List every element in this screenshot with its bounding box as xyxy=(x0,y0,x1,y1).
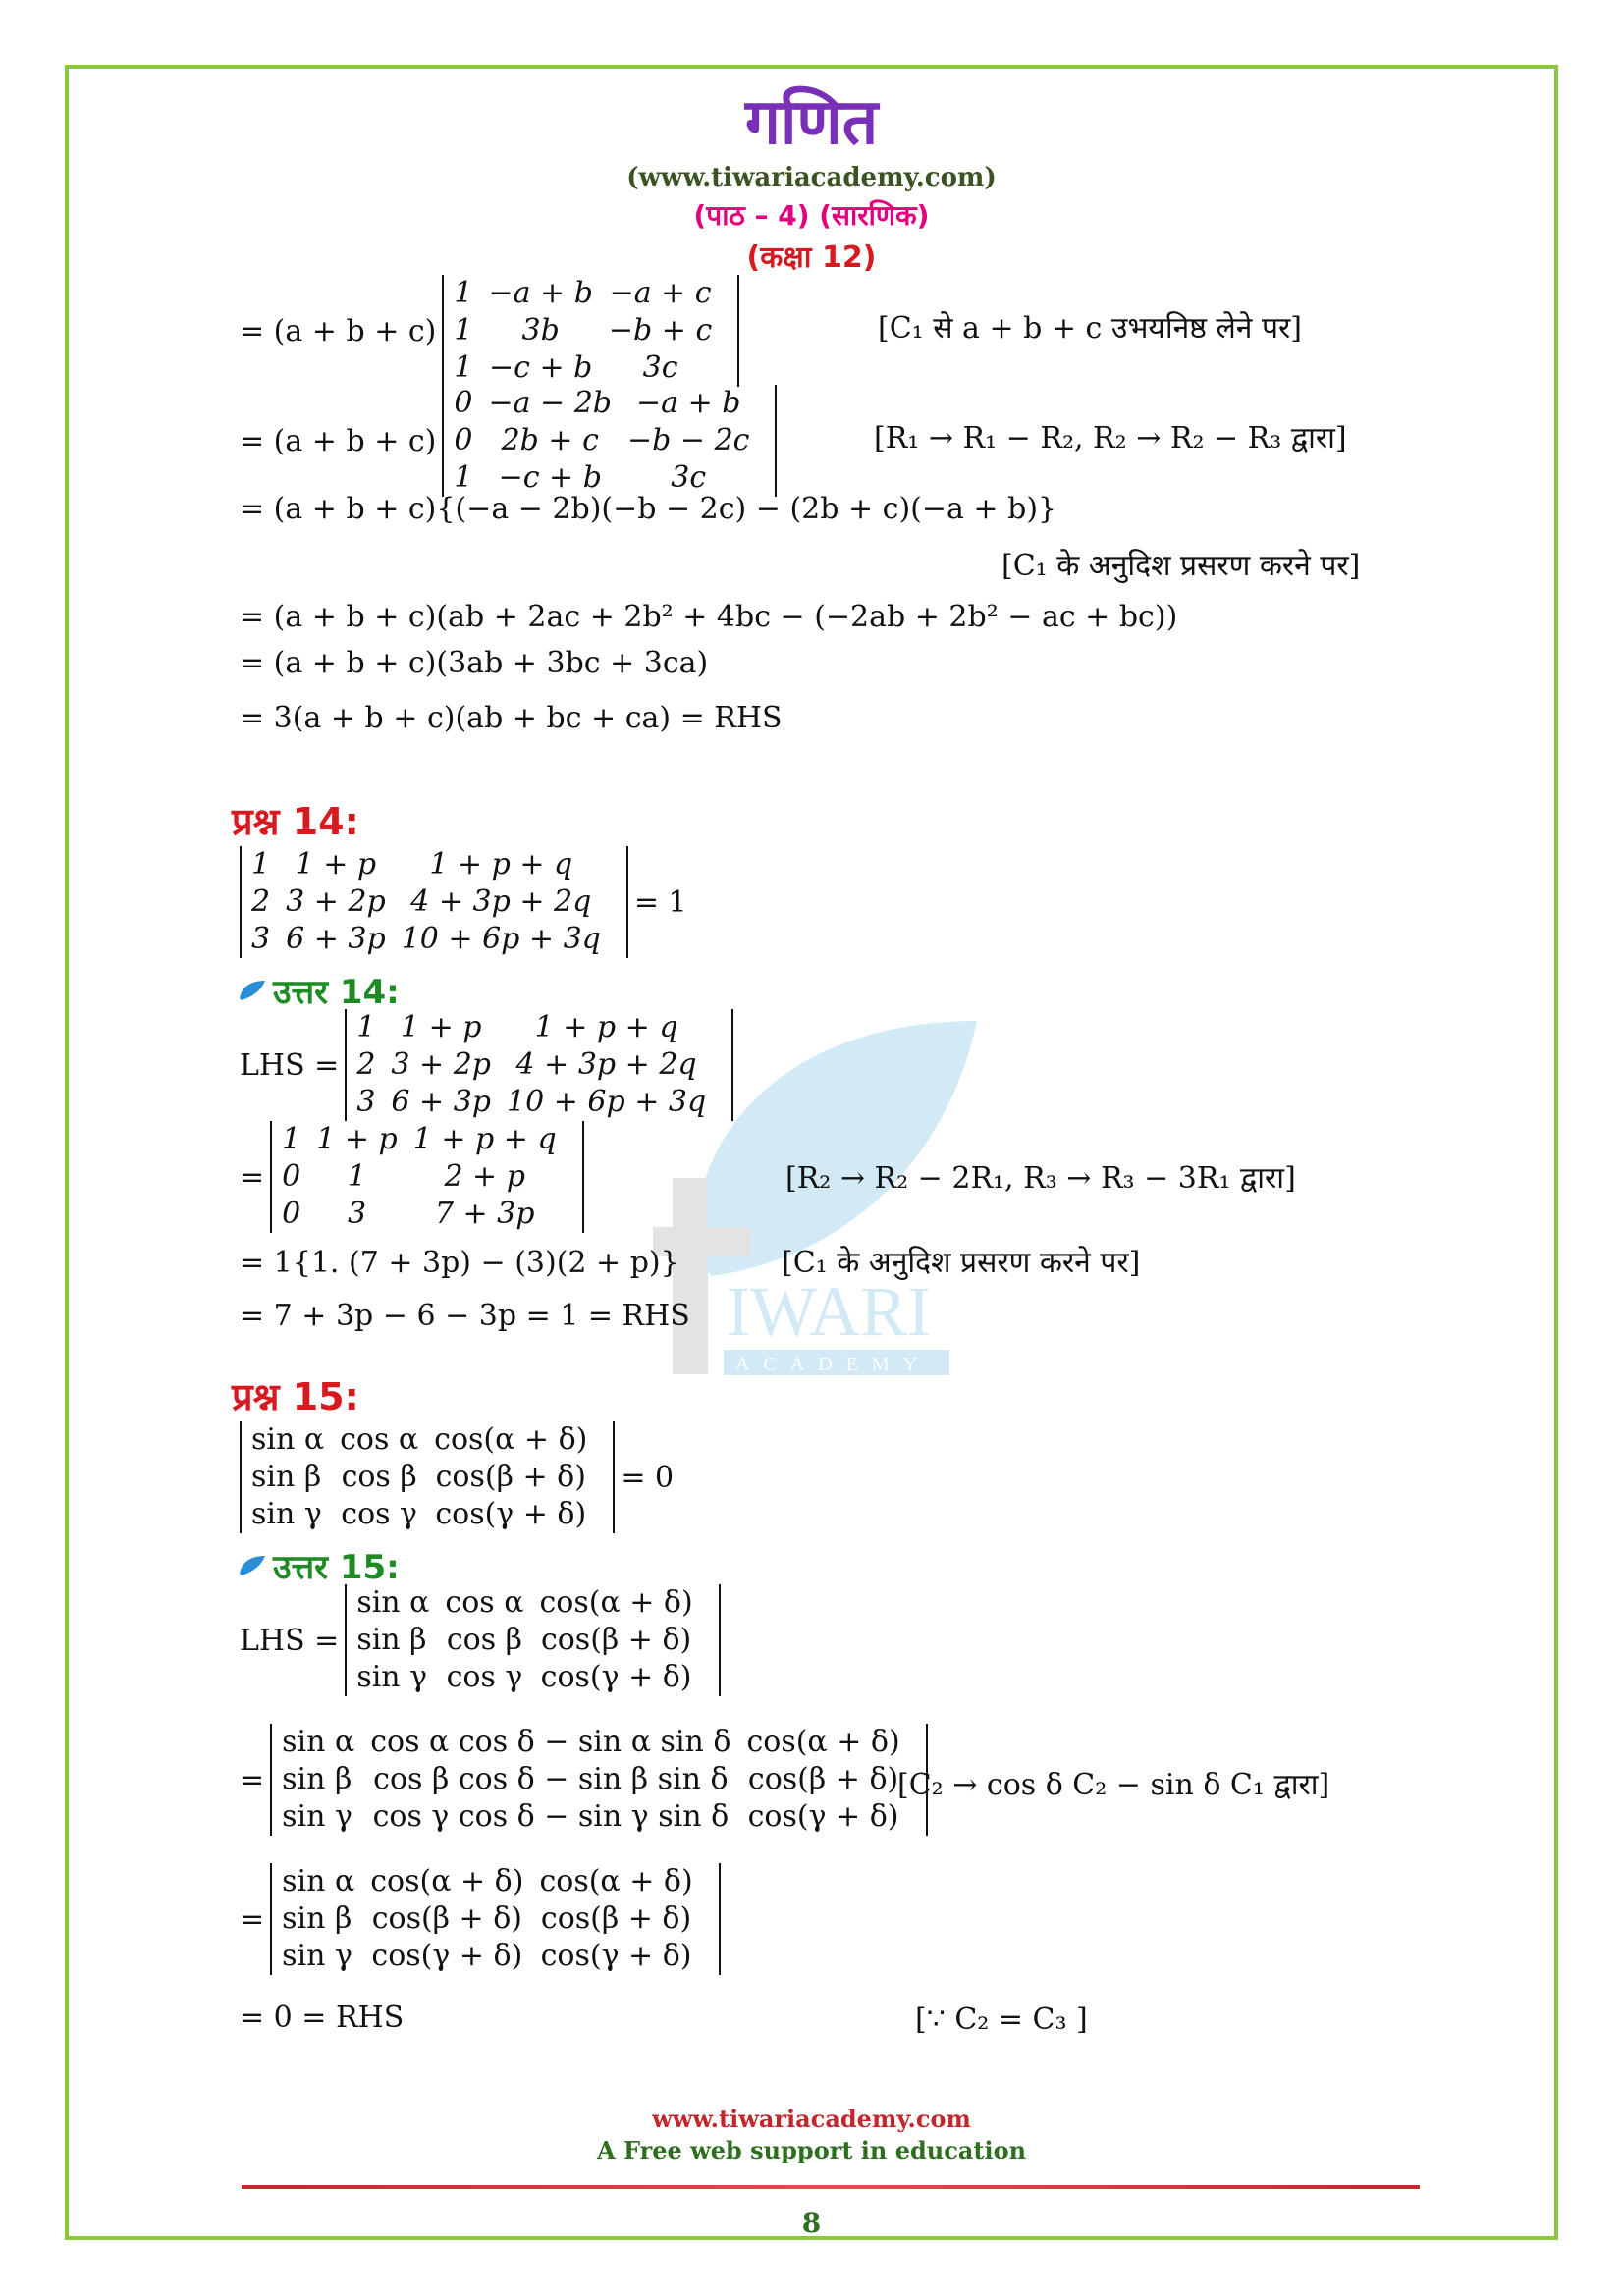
matrix-cell: 3c xyxy=(642,350,678,385)
top-note-3: [C₁ के अनुदिश प्रसरण करने पर] xyxy=(1001,549,1361,583)
matrix-cell: sin β xyxy=(251,1460,322,1494)
matrix-cell: 0 xyxy=(282,1197,301,1231)
determinant xyxy=(270,1724,928,1836)
matrix-cell: 3b xyxy=(521,313,560,347)
question-15-equation: sin α cos α cos(α + δ) sin β cos β cos(β + δ) sin γ cos γ cos(γ + δ) = 0 xyxy=(240,1421,674,1533)
matrix-cell: cos(α + δ) xyxy=(539,1864,693,1898)
matrix-cell: sin γ xyxy=(356,1660,428,1694)
answer-15-note-4: [∵ C₂ = C₃ ] xyxy=(915,2002,1088,2037)
matrix-cell: 3 + 2p xyxy=(391,1047,491,1082)
matrix-cell: 4 + 3p + 2q xyxy=(410,884,592,919)
answer-15-step-1: LHS = sin α cos α cos(α + δ) sin β cos β cos(β + δ) sin γ cos γ cos(γ + δ) xyxy=(240,1584,727,1696)
matrix-cell: 1 xyxy=(454,350,473,385)
matrix-cell: 3 + 2p xyxy=(286,884,386,919)
matrix-cell: 0 xyxy=(282,1159,301,1194)
answer-14-label: उत्तर 14: xyxy=(238,968,400,1013)
matrix-cell: sin γ xyxy=(282,1799,352,1834)
matrix-cell: sin γ xyxy=(282,1939,352,1973)
matrix-cell: 3 xyxy=(356,1085,376,1119)
matrix-cell: 3c xyxy=(671,460,707,495)
matrix-cell: 1 + p xyxy=(400,1010,482,1044)
top-note-1: [C₁ से a + b + c उभयनिष्ठ लेने पर] xyxy=(878,311,1303,346)
matrix-cell: 1 xyxy=(282,1122,301,1156)
matrix-cell: −a − 2b xyxy=(488,386,613,420)
matrix-cell: 1 xyxy=(347,1159,367,1194)
determinant xyxy=(240,1421,615,1533)
page-title: गणित xyxy=(744,86,879,159)
answer-14-note-2: [R₂ → R₂ − 2R₁, R₃ → R₃ − 3R₁ द्वारा] xyxy=(785,1161,1296,1196)
question-14-equation: 1 1 + p 1 + p + q 2 3 + 2p 4 + 3p + 2q 3 6 + 3p 10 + 6p + 3q = 1 xyxy=(240,846,687,958)
determinant xyxy=(345,1584,720,1696)
matrix-cell: 3 xyxy=(347,1197,367,1231)
matrix-cell: 4 + 3p + 2q xyxy=(515,1047,697,1082)
class-label: (कक्षा 12) xyxy=(746,240,877,275)
matrix-cell: cos(γ + δ) xyxy=(435,1497,587,1531)
top-step-4: = (a + b + c)(ab + 2ac + 2b² + 4bc − (−2ab + 2b² − ac + bc)) xyxy=(240,600,1178,634)
answer-14-step-3: = 1{1. (7 + 3p) − (3)(2 + p)} xyxy=(240,1246,679,1280)
matrix-cell: cos(β + δ) xyxy=(540,1623,692,1657)
matrix-cell: cos(γ + δ) xyxy=(371,1939,523,1973)
answer-14-step-1: LHS = 1 1 + p 1 + p + q 2 3 + 2p 4 + 3p + 2q 3 6 + 3p 10 + 6p + 3q xyxy=(240,1009,739,1121)
matrix-cell: cos(γ + δ) xyxy=(747,1799,899,1834)
leaf-icon xyxy=(238,1554,267,1577)
page-number: 8 xyxy=(801,2207,822,2239)
matrix-cell: 1 xyxy=(356,1010,376,1044)
determinant xyxy=(442,385,777,497)
matrix-cell: 10 + 6p + 3q xyxy=(401,922,601,956)
matrix-cell: sin α xyxy=(251,1422,325,1457)
determinant xyxy=(270,1863,721,1975)
matrix-cell: 2 + p xyxy=(444,1159,525,1194)
matrix-cell: −b − 2c xyxy=(627,423,750,457)
matrix-cell: 7 + 3p xyxy=(434,1197,535,1231)
answer-15-note-2: [C₂ → cos δ C₂ − sin δ C₁ द्वारा] xyxy=(897,1768,1330,1802)
matrix-cell: cos(γ + δ) xyxy=(540,1660,692,1694)
answer-14-step-2: = 1 1 + p 1 + p + q 0 1 2 + p 0 3 7 + 3p xyxy=(240,1121,590,1233)
matrix-cell: sin α xyxy=(282,1725,355,1759)
leaf-icon xyxy=(238,979,267,1002)
answer-15-label: उत्तर 15: xyxy=(238,1543,400,1588)
matrix-cell: 1 xyxy=(454,276,473,310)
matrix-cell: 1 + p xyxy=(295,847,377,881)
matrix-cell: 0 xyxy=(454,423,473,457)
matrix-cell: sin β xyxy=(282,1762,352,1796)
matrix-cell: 1 + p + q xyxy=(429,847,573,881)
matrix-cell: 2b + c xyxy=(501,423,599,457)
matrix-cell: −a + c xyxy=(609,276,712,310)
matrix-cell: cos(β + δ) xyxy=(540,1901,692,1936)
matrix-cell: cos(β + δ) xyxy=(371,1901,522,1936)
determinant xyxy=(240,846,628,958)
matrix-cell: sin γ xyxy=(251,1497,322,1531)
top-step-2: = (a + b + c) 0 −a − 2b −a + b 0 2b + c −b − 2c 1 −c + b 3c xyxy=(240,385,783,497)
matrix-cell: sin α xyxy=(356,1585,430,1620)
matrix-cell: cos γ cos δ − sin γ sin δ xyxy=(372,1799,730,1834)
footer-url[interactable]: www.tiwariacademy.com xyxy=(652,2105,971,2133)
matrix-cell: cos(α + δ) xyxy=(539,1585,693,1620)
watermark-subtext: ACADEMY xyxy=(735,1354,932,1375)
matrix-cell: 6 + 3p xyxy=(391,1085,491,1119)
matrix-cell: cos β xyxy=(341,1460,417,1494)
matrix-cell: 1 xyxy=(251,847,271,881)
matrix-cell: cos β cos δ − sin β sin δ xyxy=(373,1762,729,1796)
matrix-cell: sin α xyxy=(282,1864,355,1898)
matrix-cell: 2 xyxy=(356,1047,376,1082)
matrix-cell: cos(α + δ) xyxy=(434,1422,588,1457)
answer-14-note-3: [C₁ के अनुदिश प्रसरण करने पर] xyxy=(782,1246,1141,1280)
answer-15-step-4: = 0 = RHS xyxy=(240,2001,405,2035)
matrix-cell: cos α xyxy=(340,1422,419,1457)
matrix-cell: cos(β + δ) xyxy=(435,1460,586,1494)
matrix-cell: 2 xyxy=(251,884,271,919)
answer-15-step-3: = sin α cos(α + δ) cos(α + δ) sin β cos(β + δ) cos(β + δ) sin γ cos(γ + δ) cos(γ + δ) xyxy=(240,1863,727,1975)
matrix-cell: 1 xyxy=(454,313,473,347)
matrix-cell: cos γ xyxy=(341,1497,417,1531)
matrix-cell: −a + b xyxy=(488,276,593,310)
footer-divider xyxy=(242,2185,1420,2189)
matrix-cell: 6 + 3p xyxy=(286,922,386,956)
matrix-cell: cos(γ + δ) xyxy=(540,1939,692,1973)
answer-14-step-4: = 7 + 3p − 6 − 3p = 1 = RHS xyxy=(240,1299,690,1333)
matrix-cell: 1 + p xyxy=(316,1122,398,1156)
matrix-cell: cos(α + δ) xyxy=(370,1864,524,1898)
matrix-cell: sin β xyxy=(282,1901,352,1936)
question-14-label: प्रश्न 14: xyxy=(232,800,359,843)
matrix-cell: cos β xyxy=(446,1623,523,1657)
watermark-text: IWARI xyxy=(727,1272,931,1351)
determinant xyxy=(270,1121,584,1233)
matrix-cell: cos α cos δ − sin α sin δ xyxy=(370,1725,731,1759)
top-step-3: = (a + b + c){(−a − 2b)(−b − 2c) − (2b + c)(−a + b)} xyxy=(240,492,1057,526)
matrix-cell: 1 + p + q xyxy=(534,1010,678,1044)
matrix-cell: −a + b xyxy=(636,386,741,420)
matrix-cell: −b + c xyxy=(608,313,713,347)
matrix-cell: sin β xyxy=(356,1623,427,1657)
chapter-label: (पाठ – 4) (सारणिक) xyxy=(693,199,930,232)
matrix-cell: −c + b xyxy=(489,350,593,385)
determinant xyxy=(345,1009,733,1121)
footer-tagline: A Free web support in education xyxy=(596,2136,1027,2164)
matrix-cell: cos α xyxy=(445,1585,524,1620)
matrix-cell: 1 + p + q xyxy=(412,1122,557,1156)
matrix-cell: cos(β + δ) xyxy=(747,1762,899,1796)
header-url[interactable]: (www.tiwariacademy.com) xyxy=(626,163,997,192)
top-step-1: = (a + b + c) 1 −a + b −a + c 1 3b −b + c 1 −c + b 3c xyxy=(240,275,745,387)
matrix-cell: −c + b xyxy=(498,460,602,495)
top-step-6: = 3(a + b + c)(ab + bc + ca) = RHS xyxy=(240,701,783,735)
matrix-cell: 3 xyxy=(251,922,271,956)
question-15-label: प्रश्न 15: xyxy=(232,1375,359,1418)
top-note-2: [R₁ → R₁ − R₂, R₂ → R₂ − R₃ द्वारा] xyxy=(874,421,1347,455)
matrix-cell: 1 xyxy=(454,460,473,495)
determinant xyxy=(442,275,739,387)
matrix-cell: cos(α + δ) xyxy=(746,1725,900,1759)
answer-15-step-2: = sin α cos α cos δ − sin α sin δ cos(α + δ) sin β cos β cos δ − sin β sin δ cos(β + δ) sin γ cos γ cos δ − sin γ sin δ cos(γ + δ) xyxy=(240,1724,934,1836)
top-step-5: = (a + b + c)(3ab + 3bc + 3ca) xyxy=(240,646,709,680)
matrix-cell: 0 xyxy=(454,386,473,420)
matrix-cell: cos γ xyxy=(446,1660,523,1694)
matrix-cell: 10 + 6p + 3q xyxy=(507,1085,707,1119)
